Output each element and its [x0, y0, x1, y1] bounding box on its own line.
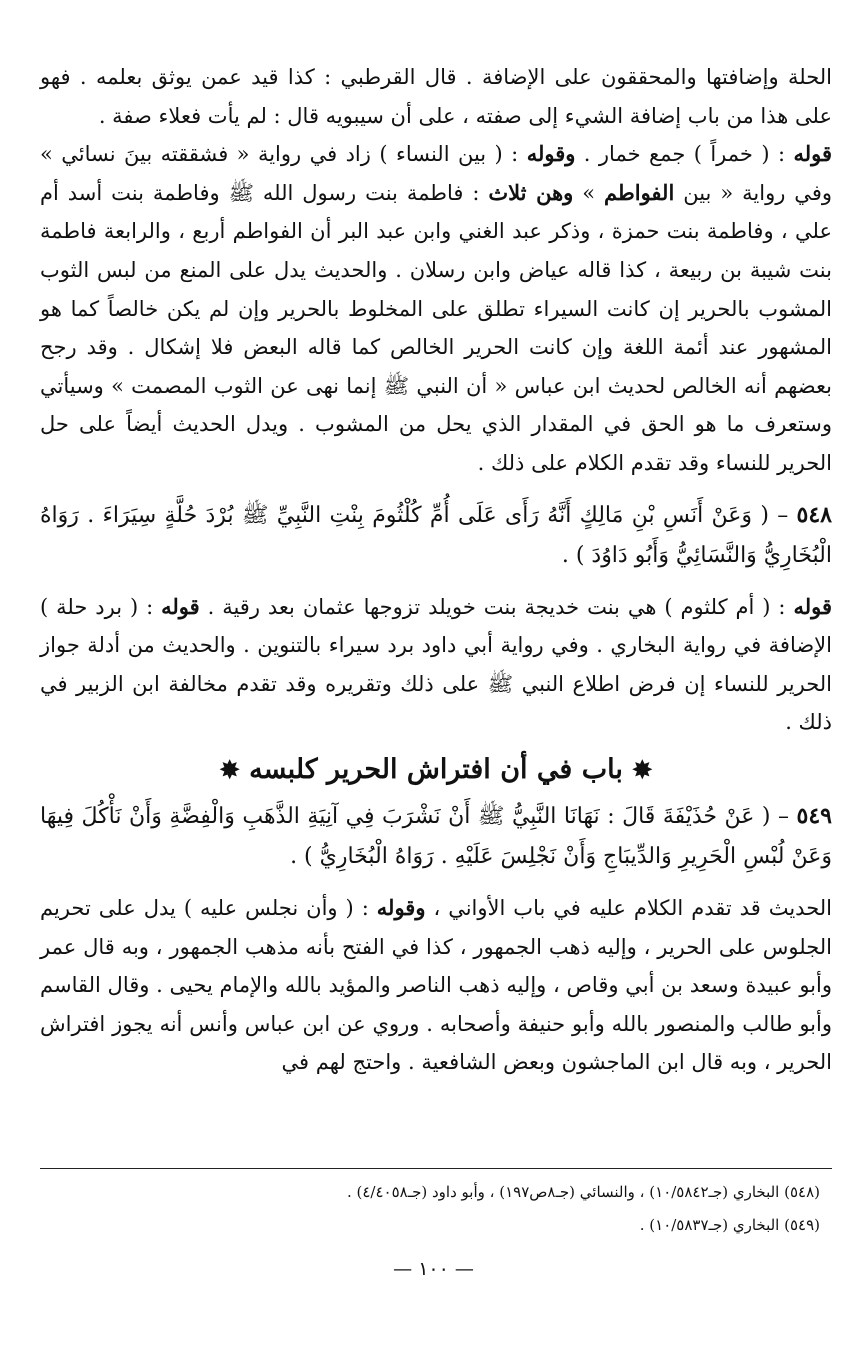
commentary-text: : ( بين النساء ) زاد في رواية « فشققته بينَ نسائي » وفي رواية « بين	[40, 142, 832, 205]
footnotes	[40, 1176, 832, 1242]
commentary-text: : ( وأن نجلس عليه ) يدل على تحريم الجلوس على الحرير ، وإليه ذهب الجمهور ، كذا في الفتح بأنه مذهب الجمهور ، وبه قال عمر وأبو عبيدة وسعد بن أبي وقاص ، وإليه ذهب الناصر والمؤيد بالله والإمام يحيى . وقال القاسم وأبو طالب والمنصور بالله وأبو حنيفة وأصحابه . وروي عن ابن عباس وأنس أنه يجوز افتراش الحرير ، وبه قال ابن الماجشون وبعض الشافعية . واحتج لهم في	[40, 895, 832, 1075]
intro-paragraph	[40, 58, 832, 135]
commentary-text: الحديث قد تقدم الكلام عليه في باب الأواني ،	[425, 895, 832, 920]
commentary-text: : فاطمة بنت رسول الله ﷺ وفاطمة بنت أسد أم علي ، وفاطمة بنت حمزة ، وذكر عبد الغني وابن عبد البر أن الفواطم أربع ، والرابعة فاطمة بنت شيبة بن ربيعة ، كذا قاله عياض وابن رسلان . والحديث يدل على المنع من لبس الثوب المشوب بالحرير إن كانت السيراء تطلق على المخلوط بالحرير وإن لم يكن خالصاً كما هو المشهور عند أئمة اللغة وإن كانت الحرير الخالص كما قاله البعض فلا إشكال . وقد رجح بعضهم أنه الخالص لحديث ابن عباس « أن النبي ﷺ إنما نهى عن الثوب المصمت » وسيأتي وستعرف ما هو الحق في المقدار الذي يحل من المشوب . ويدل الحديث أيضاً على حل الحرير للنساء وقد تقدم الكلام على ذلك .	[40, 180, 832, 475]
keyword: الفواطم	[604, 179, 675, 205]
star-icon: ✸	[219, 754, 240, 784]
hadith-text: – ( وَعَنْ أَنَسِ بْنِ مَالِكٍ أَنَّهُ رَأَى عَلَى أُمِّ كُلْثُومَ بِنْتِ النَّبِيِّ ﷺ بُرْدَ حُلَّةٍ سِيَرَاءَ . رَوَاهُ الْبُخَارِيُّ وَالنَّسَائِيُّ وَأَبُو دَاوُدَ ) .	[40, 502, 832, 568]
keyword: قوله	[793, 593, 832, 619]
hadith-548	[40, 495, 832, 576]
hadith-text: – ( عَنْ حُذَيْفَةَ قَالَ : نَهَانَا النَّبِيُّ ﷺ أَنْ نَشْرَبَ فِي آنِيَةِ الذَّهَبِ وَالْفِضَّةِ وَأَنْ نَأْكُلَ فِيهَا وَعَنْ لُبْسِ الْحَرِيرِ وَالدِّيبَاجِ وَأَنْ نَجْلِسَ عَلَيْهِ . رَوَاهُ الْبُخَارِيُّ ) .	[40, 803, 832, 869]
keyword: قوله	[793, 141, 832, 167]
footnote-548: (٥٤٨) البخاري (جـ١٠/٥٨٤٢) ، والنسائي (جـ٨ص١٩٧) ، وأبو داود (جـ٤/٤٠٥٨) .	[346, 1183, 820, 1201]
hadith-number: ٥٤٨	[796, 501, 832, 528]
page-number: — ١٠٠ —	[393, 1258, 474, 1280]
footnote-divider	[40, 1168, 832, 1169]
hadith-549	[40, 796, 832, 877]
hadith-number: ٥٤٩	[796, 802, 832, 829]
commentary-text: : ( خمراً ) جمع خمار .	[575, 142, 794, 167]
commentary-text: : ( برد حلة ) الإضافة في رواية البخاري . وفي رواية أبي داود برد سيراء بالتنوين . والحديث من أدلة جواز الحرير للنساء إن فرض اطلاع النبي ﷺ على ذلك وتقريره وقد تقدم مخالفة ابن الزبير في ذلك .	[40, 594, 832, 735]
intro-text: الحلة وإضافتها والمحققون على الإضافة . قال القرطبي : كذا قيد عمن يوثق بعلمه . فهو على هذا من باب إضافة الشيء إلى صفته ، على أن سيبويه قال : لم يأت فعلاء صفة .	[40, 65, 832, 128]
commentary-text: : ( أم كلثوم ) هي بنت خديجة بنت خويلد تزوجها عثمان بعد رقية .	[199, 594, 794, 619]
chapter-heading	[40, 748, 832, 792]
chapter-title: باب في أن افتراش الحرير كلبسه	[249, 753, 623, 785]
commentary-text: »	[573, 180, 605, 205]
keyword: قوله	[161, 593, 200, 619]
footnote-549: (٥٤٩) البخاري (جـ١٠/٥٨٣٧) .	[639, 1216, 820, 1234]
keyword: وهن ثلاث	[488, 179, 574, 205]
keyword: وقوله	[526, 141, 576, 167]
commentary-paragraph-3	[40, 889, 832, 1082]
keyword: وقوله	[376, 894, 426, 920]
commentary-paragraph-2	[40, 588, 832, 742]
page-body	[40, 58, 832, 1082]
star-icon: ✸	[632, 754, 653, 784]
commentary-paragraph-1	[40, 135, 832, 482]
